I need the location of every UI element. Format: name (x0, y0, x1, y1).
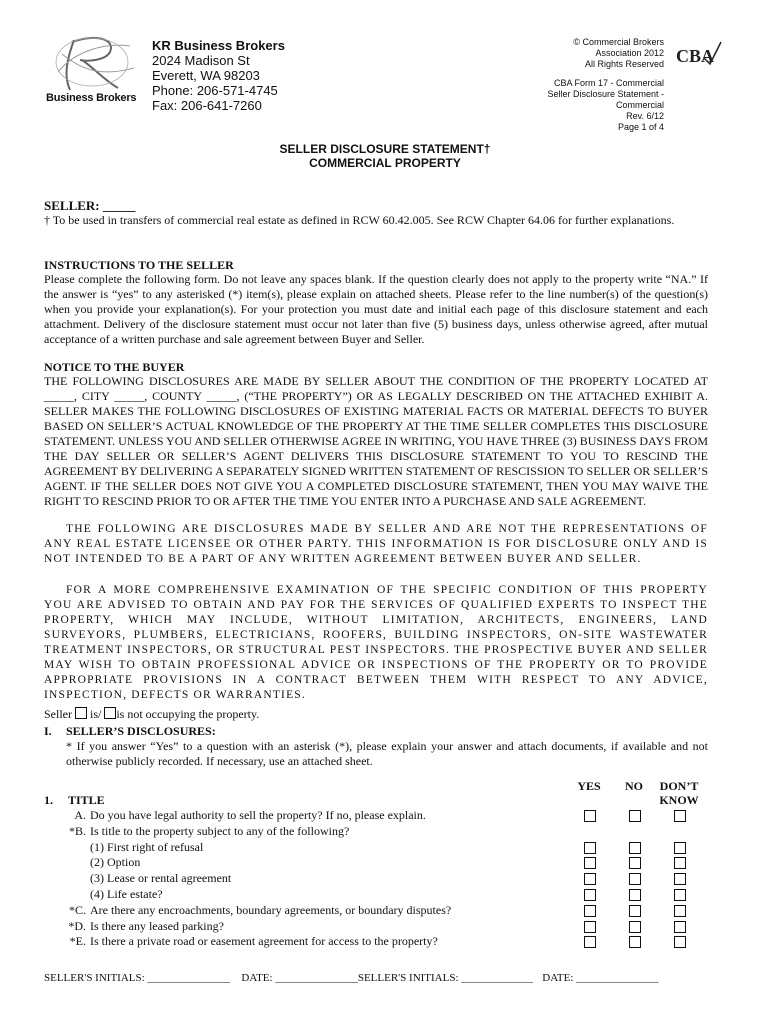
notice-body1: THE FOLLOWING DISCLOSURES ARE MADE BY SELLER ABOUT THE CONDITION OF THE PROPERTY LOCATED AT _____, CITY _____, COUNTY _____, (“THE PROPERTY”) OR AS LEGALLY DESCRIBED ON THE ATTACHED EXHIBIT A. SELLER MAKES THE FOLLOWING DISCLOSURES OF EXISTING MATERIAL FACTS OR MATERIAL DEFECTS TO BUYER BASED ON SELLER’S ACTUAL KNOWLEDGE OF THE PROPERTY AT THE TIME SELLER COMPLETES THIS DISCLOSURE STATEMENT. UNLESS YOU AND SELLER OTHERWISE AGREE IN WRITING, YOU HAVE THREE (3) BUSINESS DAYS FROM THE DAY SELLER OR SELLER’S AGENT DELIVERS THIS DISCLOSURE STATEMENT TO YOU TO RESCIND THE AGREEMENT BY DELIVERING A SEPARATELY SIGNED WRITTEN STATEMENT OF RESCISSION TO SELLER OR SELLER’S AGENT. IF THE SELLER DOES NOT GIVE YOU A COMPLETED DISCLOSURE STATEMENT, THEN YOU MAY WAIVE THE RIGHT TO RESCIND PRIOR TO OR AFTER THE TIME YOU ENTER INTO A PURCHASE AND SALE AGREEMENT. (44, 374, 708, 508)
col-yes: YES (577, 779, 601, 793)
is-not-occupying-checkbox[interactable] (104, 707, 116, 719)
notice-body2: THE FOLLOWING ARE DISCLOSURES MADE BY SELLER AND ARE NOT THE REPRESENTATIONS OF ANY REAL ESTATE LICENSEE OR OTHER PARTY. THIS INFORMATION IS FOR DISCLOSURE ONLY AND IS NOT INTENDED TO BE A PART OF ANY WRITTEN AGREEMENT BETWEEN BUYER AND SELLER. (44, 523, 708, 565)
question-label: *D. (68, 918, 86, 933)
title-section-label: TITLE (68, 793, 105, 807)
question-row (44, 855, 708, 871)
dont-know-checkbox[interactable] (674, 842, 686, 854)
question-text: Is there a private road or easement agreement for access to the property? (90, 934, 438, 949)
fax: Fax: 206-641-7260 (152, 98, 262, 113)
dont-know-checkbox[interactable] (674, 936, 686, 948)
instructions-heading: INSTRUCTIONS TO THE SELLER (44, 258, 234, 272)
question-text: (4) Life estate? (90, 886, 163, 901)
question-text: Is title to the property subject to any of the following? (90, 823, 350, 838)
question-text: Do you have legal authority to sell the property? If no, please explain. (90, 808, 426, 822)
question-row (44, 871, 708, 887)
yes-checkbox[interactable] (584, 905, 596, 917)
yes-checkbox[interactable] (584, 842, 596, 854)
is-occupying-checkbox[interactable] (75, 707, 87, 719)
copyright-line3: All Rights Reserved (584, 59, 664, 69)
yes-checkbox[interactable] (584, 857, 596, 869)
form-line3: Commercial (615, 100, 664, 110)
phone: Phone: 206-571-4745 (152, 83, 278, 98)
occupancy-line (44, 707, 708, 722)
question-text: (3) Lease or rental agreement (90, 871, 232, 886)
form-line5: Page 1 of 4 (617, 122, 664, 132)
title-line2: COMMERCIAL PROPERTY (309, 156, 461, 170)
dont-know-checkbox[interactable] (674, 921, 686, 933)
question-row (44, 934, 708, 950)
occupancy-is: is/ (90, 707, 102, 721)
company-name: KR Business Brokers (152, 38, 285, 53)
cba-checkmark-icon (674, 40, 722, 68)
copyright-line1: © Commercial Brokers (573, 37, 664, 47)
form-line4: Rev. 6/12 (626, 111, 664, 121)
no-checkbox[interactable] (629, 873, 641, 885)
question-text: (2) Option (90, 855, 141, 870)
seller-label: SELLER: _____ (44, 198, 136, 213)
cba-logo-text: CBA (676, 46, 715, 66)
question-row (44, 887, 708, 903)
title-section-heading (44, 793, 105, 808)
page-title (0, 142, 770, 170)
section-number: I. (44, 724, 52, 738)
copyright-block (524, 37, 664, 70)
dont-know-checkbox[interactable] (674, 905, 686, 917)
title-line1: SELLER DISCLOSURE STATEMENT† (279, 142, 491, 156)
no-checkbox[interactable] (629, 889, 641, 901)
cba-logo (674, 40, 722, 68)
col-dont-know (654, 779, 704, 807)
col-dont-know-line1: DON’T (659, 779, 699, 793)
yes-checkbox[interactable] (584, 936, 596, 948)
no-checkbox[interactable] (629, 936, 641, 948)
instructions-body: Please complete the following form. Do not leave any spaces blank. If the question clearly does not apply to the property write “NA.” If the answer is “yes” to any asterisked (*) item(s), please explain on attached sheets. Please refer to the line number(s) of the question(s) when you provide your explanation(s). For your protection you must date and initial each page of this disclosure statement and each attachment. Delivery of the disclosure statement must occur not later than five (5) business days, unless otherwise agreed, after mutual acceptance of a written purchase and sale agreement between Buyer and Seller. (44, 272, 708, 346)
question-row (44, 824, 708, 840)
dont-know-checkbox[interactable] (674, 873, 686, 885)
section-note: * If you answer “Yes” to a question with an asterisk (*), please explain your answer and attach documents, if available and not otherwise publicly recorded. If necessary, use an attached sheet. (66, 739, 708, 768)
footer (44, 972, 659, 984)
question-row (44, 903, 708, 919)
occupancy-prefix: Seller (44, 707, 72, 721)
question-label: *E. (69, 934, 86, 949)
yes-checkbox[interactable] (584, 889, 596, 901)
kr-monogram-icon (44, 32, 144, 94)
copyright-line2: Association 2012 (595, 48, 664, 58)
col-dont-know-line2: KNOW (659, 793, 699, 807)
question-row (44, 840, 708, 856)
question-text: Are there any encroachments, boundary agreements, or boundary disputes? (90, 902, 452, 917)
question-text: (1) First right of refusal (90, 839, 204, 854)
seller-initials-2: SELLER'S INITIALS: _____________ (357, 972, 533, 984)
question-text: Is there any leased parking? (90, 918, 224, 933)
col-no: NO (625, 779, 643, 793)
date-2: DATE: _______________ (542, 972, 659, 984)
company-info (152, 38, 285, 113)
no-checkbox[interactable] (629, 857, 641, 869)
section-heading (44, 724, 708, 739)
dont-know-checkbox[interactable] (674, 857, 686, 869)
no-checkbox[interactable] (629, 905, 641, 917)
no-checkbox[interactable] (629, 921, 641, 933)
title-questions (44, 808, 708, 950)
question-row (44, 919, 708, 935)
no-checkbox[interactable] (629, 842, 641, 854)
occupancy-is-not: is not occupying the property. (116, 707, 260, 721)
yes-checkbox[interactable] (584, 873, 596, 885)
dagger-note: † To be used in transfers of commercial real estate as defined in RCW 60.42.005. See RCW Chapter 64.06 for further explanations. (44, 213, 675, 227)
dont-know-checkbox[interactable] (674, 810, 686, 822)
question-row (44, 808, 708, 824)
notice-body3: FOR A MORE COMPREHENSIVE EXAMINATION OF THE SPECIFIC CONDITION OF THIS PROPERTY YOU ARE ADVISED TO OBTAIN AND PAY FOR THE SERVICES OF QUALIFIED EXPERTS TO INSPECT THE PROPERTY, WHICH MAY INCLUDE, WITHOUT LIMITATION, ARCHITECTS, ENGINEERS, LAND SURVEYORS, PLUMBERS, ELECTRICIANS, ROOFERS, BUILDING INSPECTORS, ON-SITE WASTEWATER TREATMENT INSPECTORS, OR STRUCTURAL PEST INSPECTORS. THE PROSPECTIVE BUYER AND SELLER MAY WISH TO OBTAIN PROFESSIONAL ADVICE OR INSPECTIONS OF THE PROPERTY OR TO PROVIDE APPROPRIATE PROVISIONS IN A CONTRACT BETWEEN THEM WITH RESPECT TO ANY ADVICE, INSPECTION, DEFECTS OR WARRANTIES. (44, 584, 708, 701)
form-line1: CBA Form 17 - Commercial (553, 78, 664, 88)
address-line1: 2024 Madison St (152, 53, 250, 68)
question-label: *C. (68, 902, 86, 917)
date-1: DATE: _______________ (241, 972, 358, 984)
seller-initials-1: SELLER'S INITIALS: _______________ (44, 972, 230, 984)
dont-know-checkbox[interactable] (674, 889, 686, 901)
question-label: *B. (68, 823, 86, 838)
form-line2: Seller Disclosure Statement - (547, 89, 664, 99)
yes-checkbox[interactable] (584, 921, 596, 933)
title-section-number: 1. (44, 793, 53, 807)
notice-heading: NOTICE TO THE BUYER (44, 360, 185, 374)
form-info-block (504, 78, 664, 133)
yes-checkbox[interactable] (584, 810, 596, 822)
no-checkbox[interactable] (629, 810, 641, 822)
address-line2: Everett, WA 98203 (152, 68, 260, 83)
question-label: A. (74, 808, 86, 822)
section-title: SELLER’S DISCLOSURES: (66, 724, 216, 738)
logo-caption: Business Brokers (46, 92, 137, 104)
